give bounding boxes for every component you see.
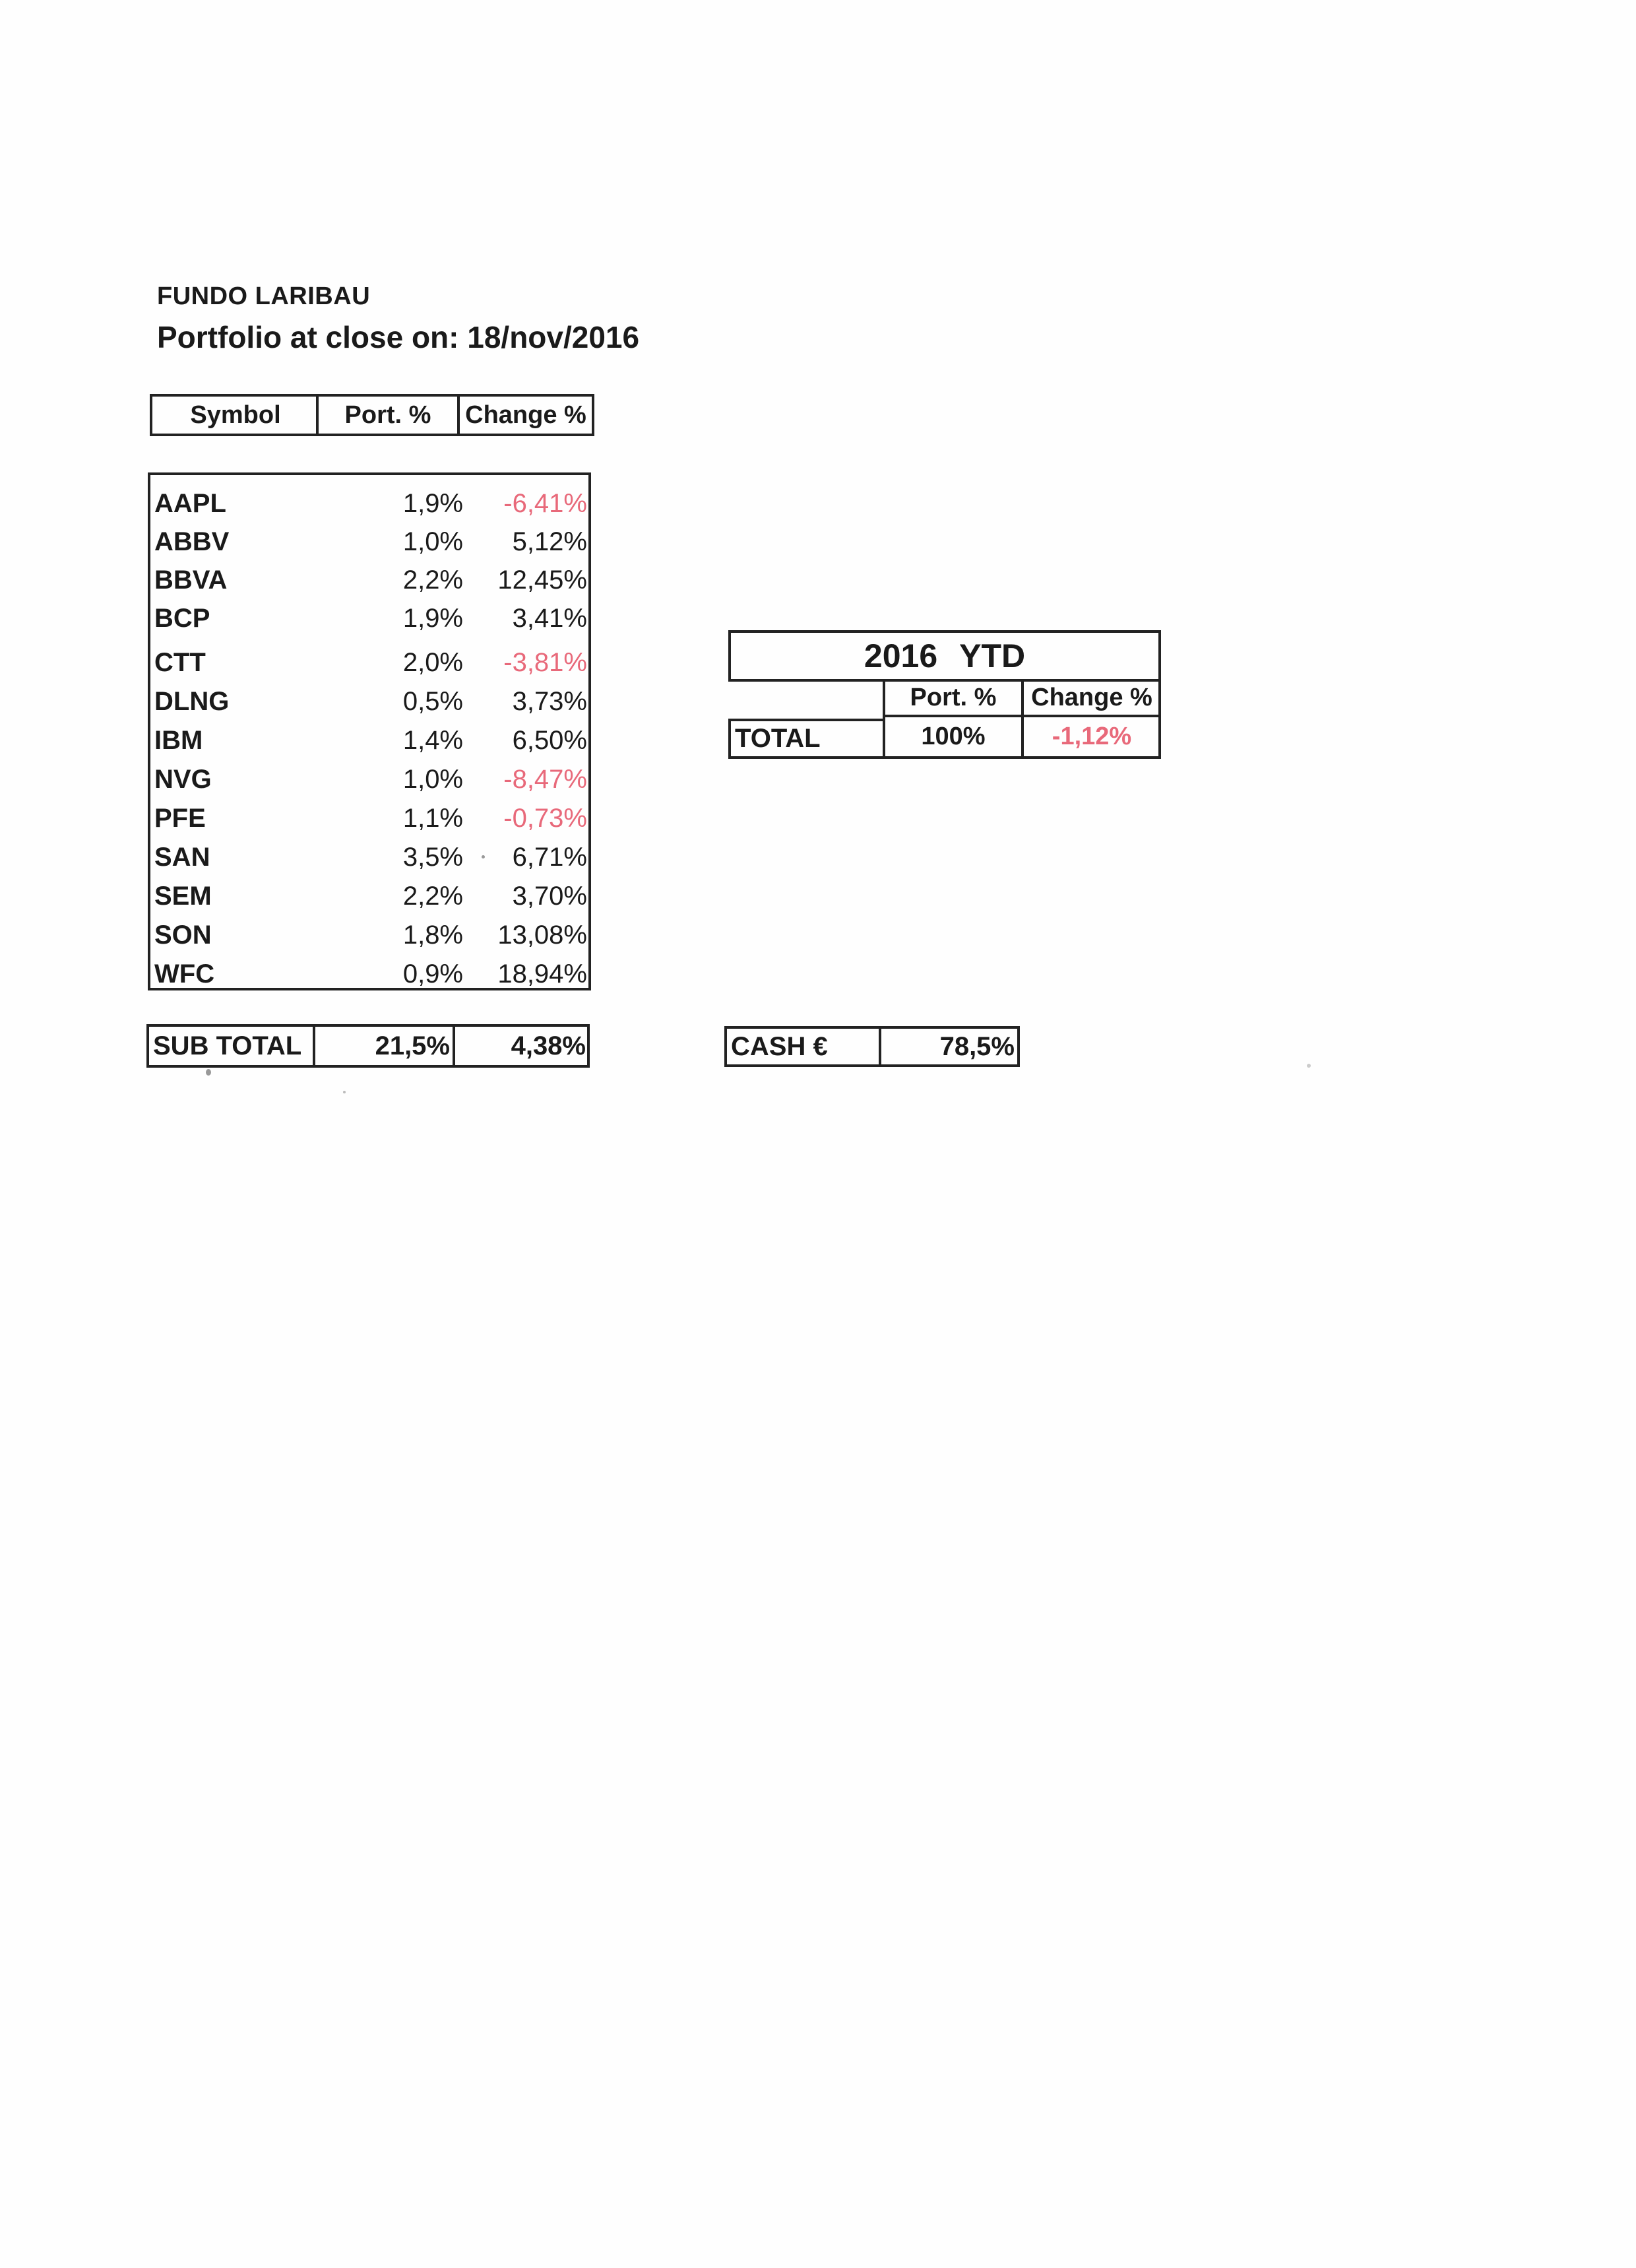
header-port: Port. % — [344, 401, 431, 429]
table-row — [150, 917, 588, 954]
holdings-header — [150, 394, 594, 436]
subtotal-row — [146, 1024, 590, 1068]
row-symbol: SEM — [154, 881, 212, 911]
table-row — [150, 800, 588, 837]
scan-speck — [206, 1069, 211, 1076]
fund-name: FUNDO LARIBAU — [157, 282, 371, 310]
table-row — [150, 683, 588, 720]
row-change: 6,71% — [512, 842, 587, 872]
ytd-port-header: Port. % — [910, 683, 997, 711]
row-change: 6,50% — [512, 725, 587, 755]
row-symbol: CTT — [154, 647, 206, 677]
scan-speck — [343, 1091, 346, 1093]
table-row — [150, 722, 588, 759]
row-symbol: BBVA — [154, 565, 228, 595]
row-change: 13,08% — [497, 920, 587, 950]
ytd-change-header: Change % — [1031, 683, 1152, 711]
row-port: 1,1% — [402, 803, 463, 833]
row-port: 2,0% — [402, 647, 463, 677]
row-symbol: BCP — [154, 603, 210, 633]
row-change: -8,47% — [503, 764, 587, 794]
ytd-port: 100% — [921, 723, 986, 750]
row-change: 12,45% — [497, 565, 587, 595]
row-port: 2,2% — [402, 565, 463, 595]
row-symbol: SON — [154, 920, 212, 950]
table-row — [150, 600, 588, 637]
row-port: 0,5% — [402, 686, 463, 716]
table-row — [150, 523, 588, 560]
table-row — [150, 485, 588, 522]
scan-speck — [1307, 1064, 1311, 1068]
table-row — [150, 878, 588, 915]
row-symbol: WFC — [154, 959, 215, 988]
row-change: 3,73% — [512, 686, 587, 716]
header-change: Change % — [465, 401, 586, 429]
table-row — [150, 562, 588, 599]
row-symbol: DLNG — [154, 686, 230, 716]
holdings-table — [148, 472, 591, 990]
ytd-change: -1,12% — [1052, 723, 1132, 750]
ytd-summary — [728, 630, 1161, 759]
row-port: 2,2% — [402, 881, 463, 911]
row-change: 3,70% — [512, 881, 587, 911]
row-port: 1,0% — [402, 527, 463, 556]
table-row — [150, 839, 588, 876]
row-symbol: NVG — [154, 764, 212, 794]
row-change: 5,12% — [512, 527, 587, 556]
row-symbol: IBM — [154, 725, 203, 755]
row-change: -6,41% — [503, 488, 587, 518]
table-row — [150, 644, 588, 681]
row-symbol: AAPL — [154, 488, 226, 518]
row-change: -0,73% — [503, 803, 587, 833]
table-row — [150, 956, 588, 992]
row-port: 1,9% — [402, 488, 463, 518]
row-change: 18,94% — [497, 959, 587, 988]
ytd-title: 2016 YTD — [728, 630, 1161, 682]
row-port: 1,9% — [402, 603, 463, 633]
row-port: 1,8% — [402, 920, 463, 950]
subtotal-label: SUB TOTAL — [153, 1031, 302, 1060]
row-symbol: PFE — [154, 803, 206, 833]
table-row — [150, 761, 588, 798]
ytd-grid — [883, 679, 1161, 759]
portfolio-date: Portfolio at close on: 18/nov/2016 — [157, 320, 640, 354]
ytd-total-label: TOTAL — [728, 719, 885, 759]
header-symbol: Symbol — [190, 401, 281, 429]
row-port: 1,4% — [402, 725, 463, 755]
subtotal-change: 4,38% — [511, 1031, 586, 1060]
row-symbol: ABBV — [154, 527, 230, 556]
subtotal-port: 21,5% — [375, 1031, 450, 1060]
row-change: 3,41% — [512, 603, 587, 633]
row-change: -3,81% — [503, 647, 587, 677]
cash-row — [724, 1026, 1020, 1067]
scan-speck — [482, 855, 485, 859]
row-port: 0,9% — [402, 959, 463, 988]
row-port: 3,5% — [402, 842, 463, 872]
row-symbol: SAN — [154, 842, 210, 872]
row-port: 1,0% — [402, 764, 463, 794]
cash-label: CASH € — [731, 1031, 828, 1061]
cash-value: 78,5% — [939, 1031, 1015, 1061]
